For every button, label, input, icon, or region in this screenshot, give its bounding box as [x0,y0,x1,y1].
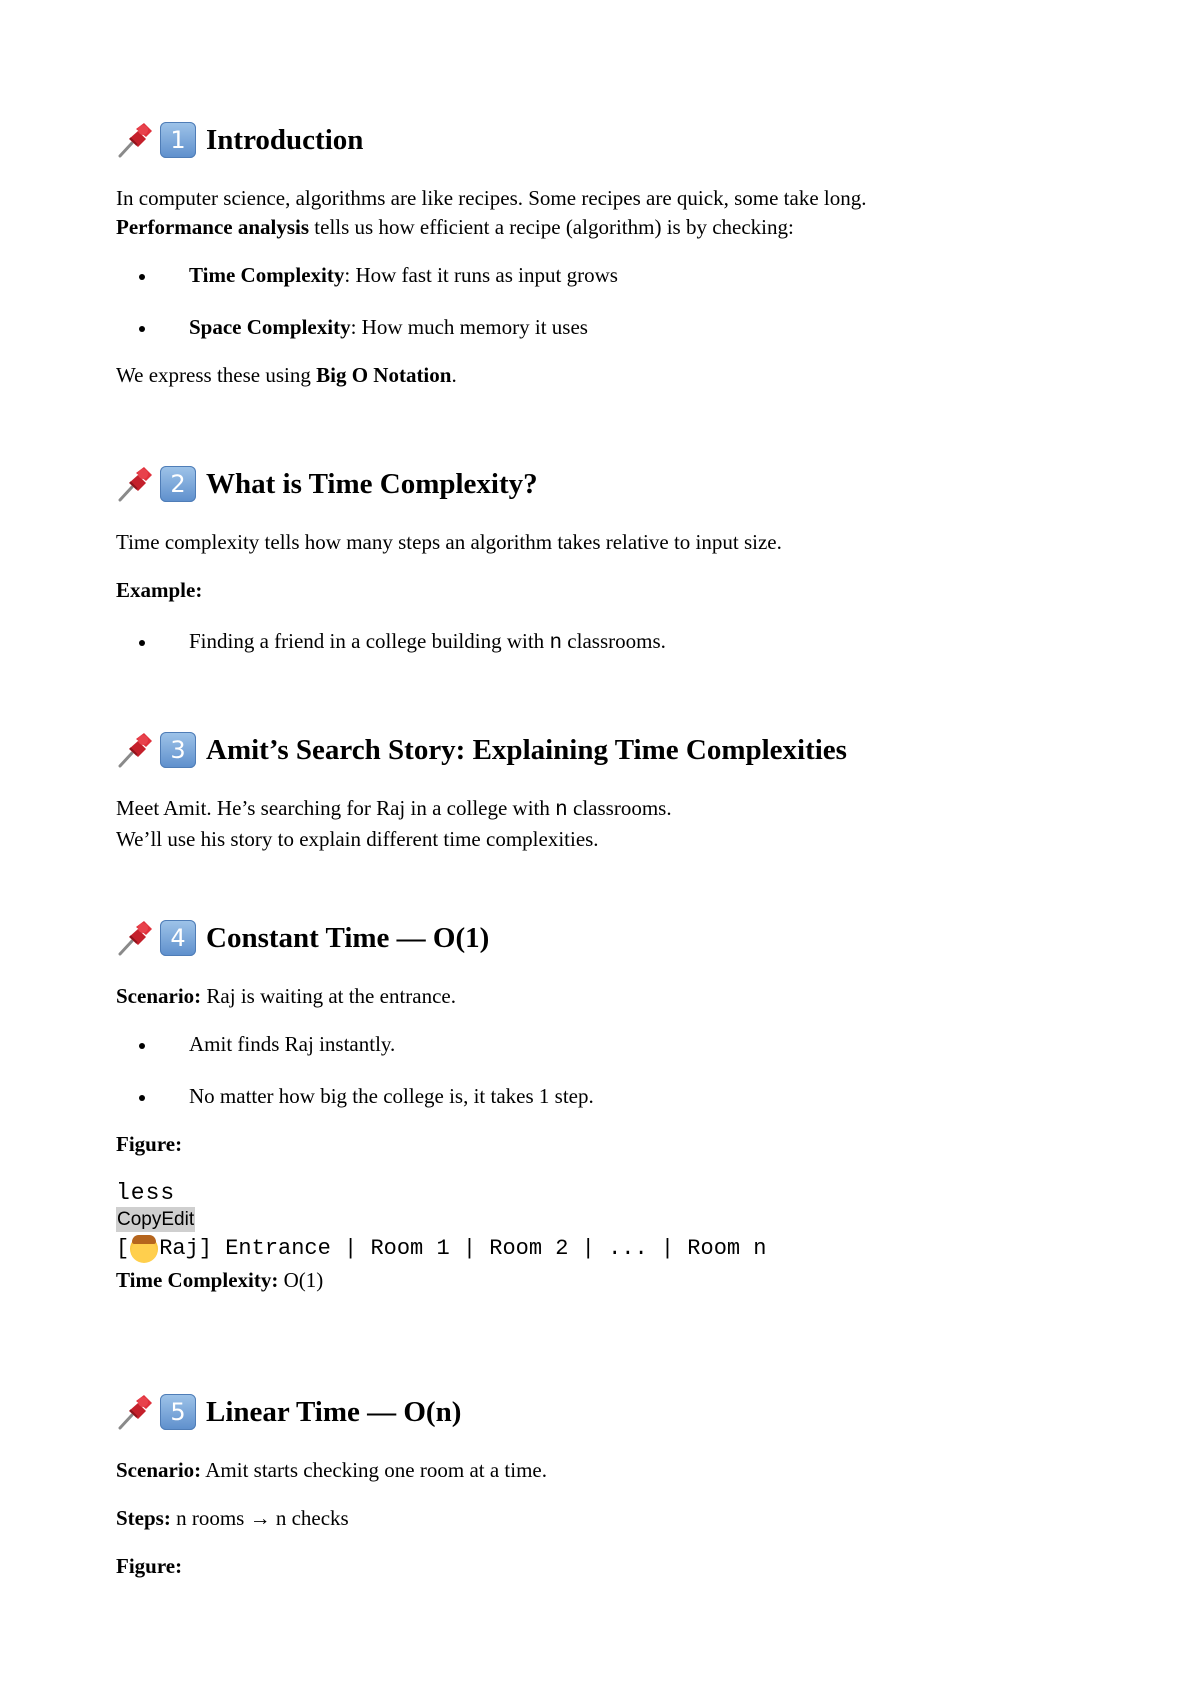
text: : How fast it runs as input grows [344,263,618,287]
paragraph [116,794,1116,825]
keycap-number-icon: 2 [160,466,196,502]
section-time-complexity [116,464,1116,658]
pushpin-icon [116,121,154,159]
bold-text: Scenario: [116,1458,202,1482]
pushpin-icon [116,731,154,769]
bullet-list [116,1030,1116,1111]
section-introduction [116,120,1116,390]
bold-text: Time Complexity [189,263,345,287]
keycap-number-icon: 5 [160,1394,196,1430]
bullet-list [116,261,1116,342]
text: classrooms. [567,796,672,820]
list-item [116,627,1116,658]
pushpin-icon [116,1393,154,1431]
list-item: No matter how big the college is, it takes 1 step. [116,1082,1116,1111]
paragraph [116,213,1116,242]
paragraph [116,982,1116,1011]
heading-text: What is Time Complexity? [206,468,538,500]
heading-text: Introduction [206,124,364,156]
section-story [116,730,1116,854]
paragraph: We’ll use his story to explain different time complexities. [116,827,599,851]
inline-code: n [555,799,568,822]
code-block [116,1232,1116,1266]
text: O(1) [278,1268,324,1292]
heading-text: Amit’s Search Story: Explaining Time Complexities [206,734,847,766]
text: Amit starts checking one room at a time. [201,1458,547,1482]
child-face-icon [130,1235,158,1263]
keycap-number-icon: 1 [160,122,196,158]
figure-label: Figure: [116,1132,183,1156]
bullet-list [116,627,1116,658]
section-constant-time [116,918,1116,1295]
pushpin-icon [116,919,154,957]
paragraph [116,1456,1116,1485]
paragraph: In computer science, algorithms are like recipes. Some recipes are quick, some take long. [116,186,867,210]
heading-linear-time [116,1392,1116,1432]
bold-text: Time Complexity: [116,1268,279,1292]
text: Finding a friend in a college building with [189,629,550,653]
paragraph [116,1266,1116,1295]
text: : How much memory it uses [350,315,588,339]
text: classrooms. [562,629,666,653]
text: Meet Amit. He’s searching for Raj in a college with [116,796,556,820]
paragraph [116,1504,1116,1533]
code-text: [ [116,1236,130,1261]
bold-text: Space Complexity [189,315,351,339]
bold-text: Big O Notation [316,363,452,387]
keycap-number-icon: 3 [160,732,196,768]
paragraph: Time complexity tells how many steps an algorithm takes relative to input size. [116,530,782,554]
heading-time-complexity [116,464,1116,504]
inline-code: n [549,632,563,655]
section-linear-time [116,1392,1116,1581]
paragraph [116,361,1116,390]
bold-text: Steps: [116,1506,171,1530]
text: tells us how efficient a recipe (algorithm) is by checking: [309,215,794,239]
code-text: Raj] Entrance | Room 1 | Room 2 | ... | Room n [159,1236,767,1261]
text: We express these using [116,363,317,387]
pushpin-icon [116,465,154,503]
heading-introduction [116,120,1116,160]
keycap-number-icon: 4 [160,920,196,956]
list-item: Amit finds Raj instantly. [116,1030,1116,1059]
text: n rooms → n checks [170,1506,349,1530]
bold-text: Scenario: [116,984,202,1008]
text: Raj is waiting at the entrance. [201,984,456,1008]
text: . [451,363,457,387]
list-item [116,313,1116,342]
example-label: Example: [116,578,203,602]
heading-constant-time [116,918,1116,958]
heading-story [116,730,1116,770]
bold-text: Performance analysis [116,215,310,239]
figure-label: Figure: [116,1554,183,1578]
heading-text: Linear Time — O(n) [206,1396,462,1428]
heading-text: Constant Time — O(1) [206,922,490,954]
copy-edit-button[interactable]: CopyEdit [117,1209,195,1230]
code-language-label: less [116,1180,176,1206]
list-item [116,261,1116,290]
